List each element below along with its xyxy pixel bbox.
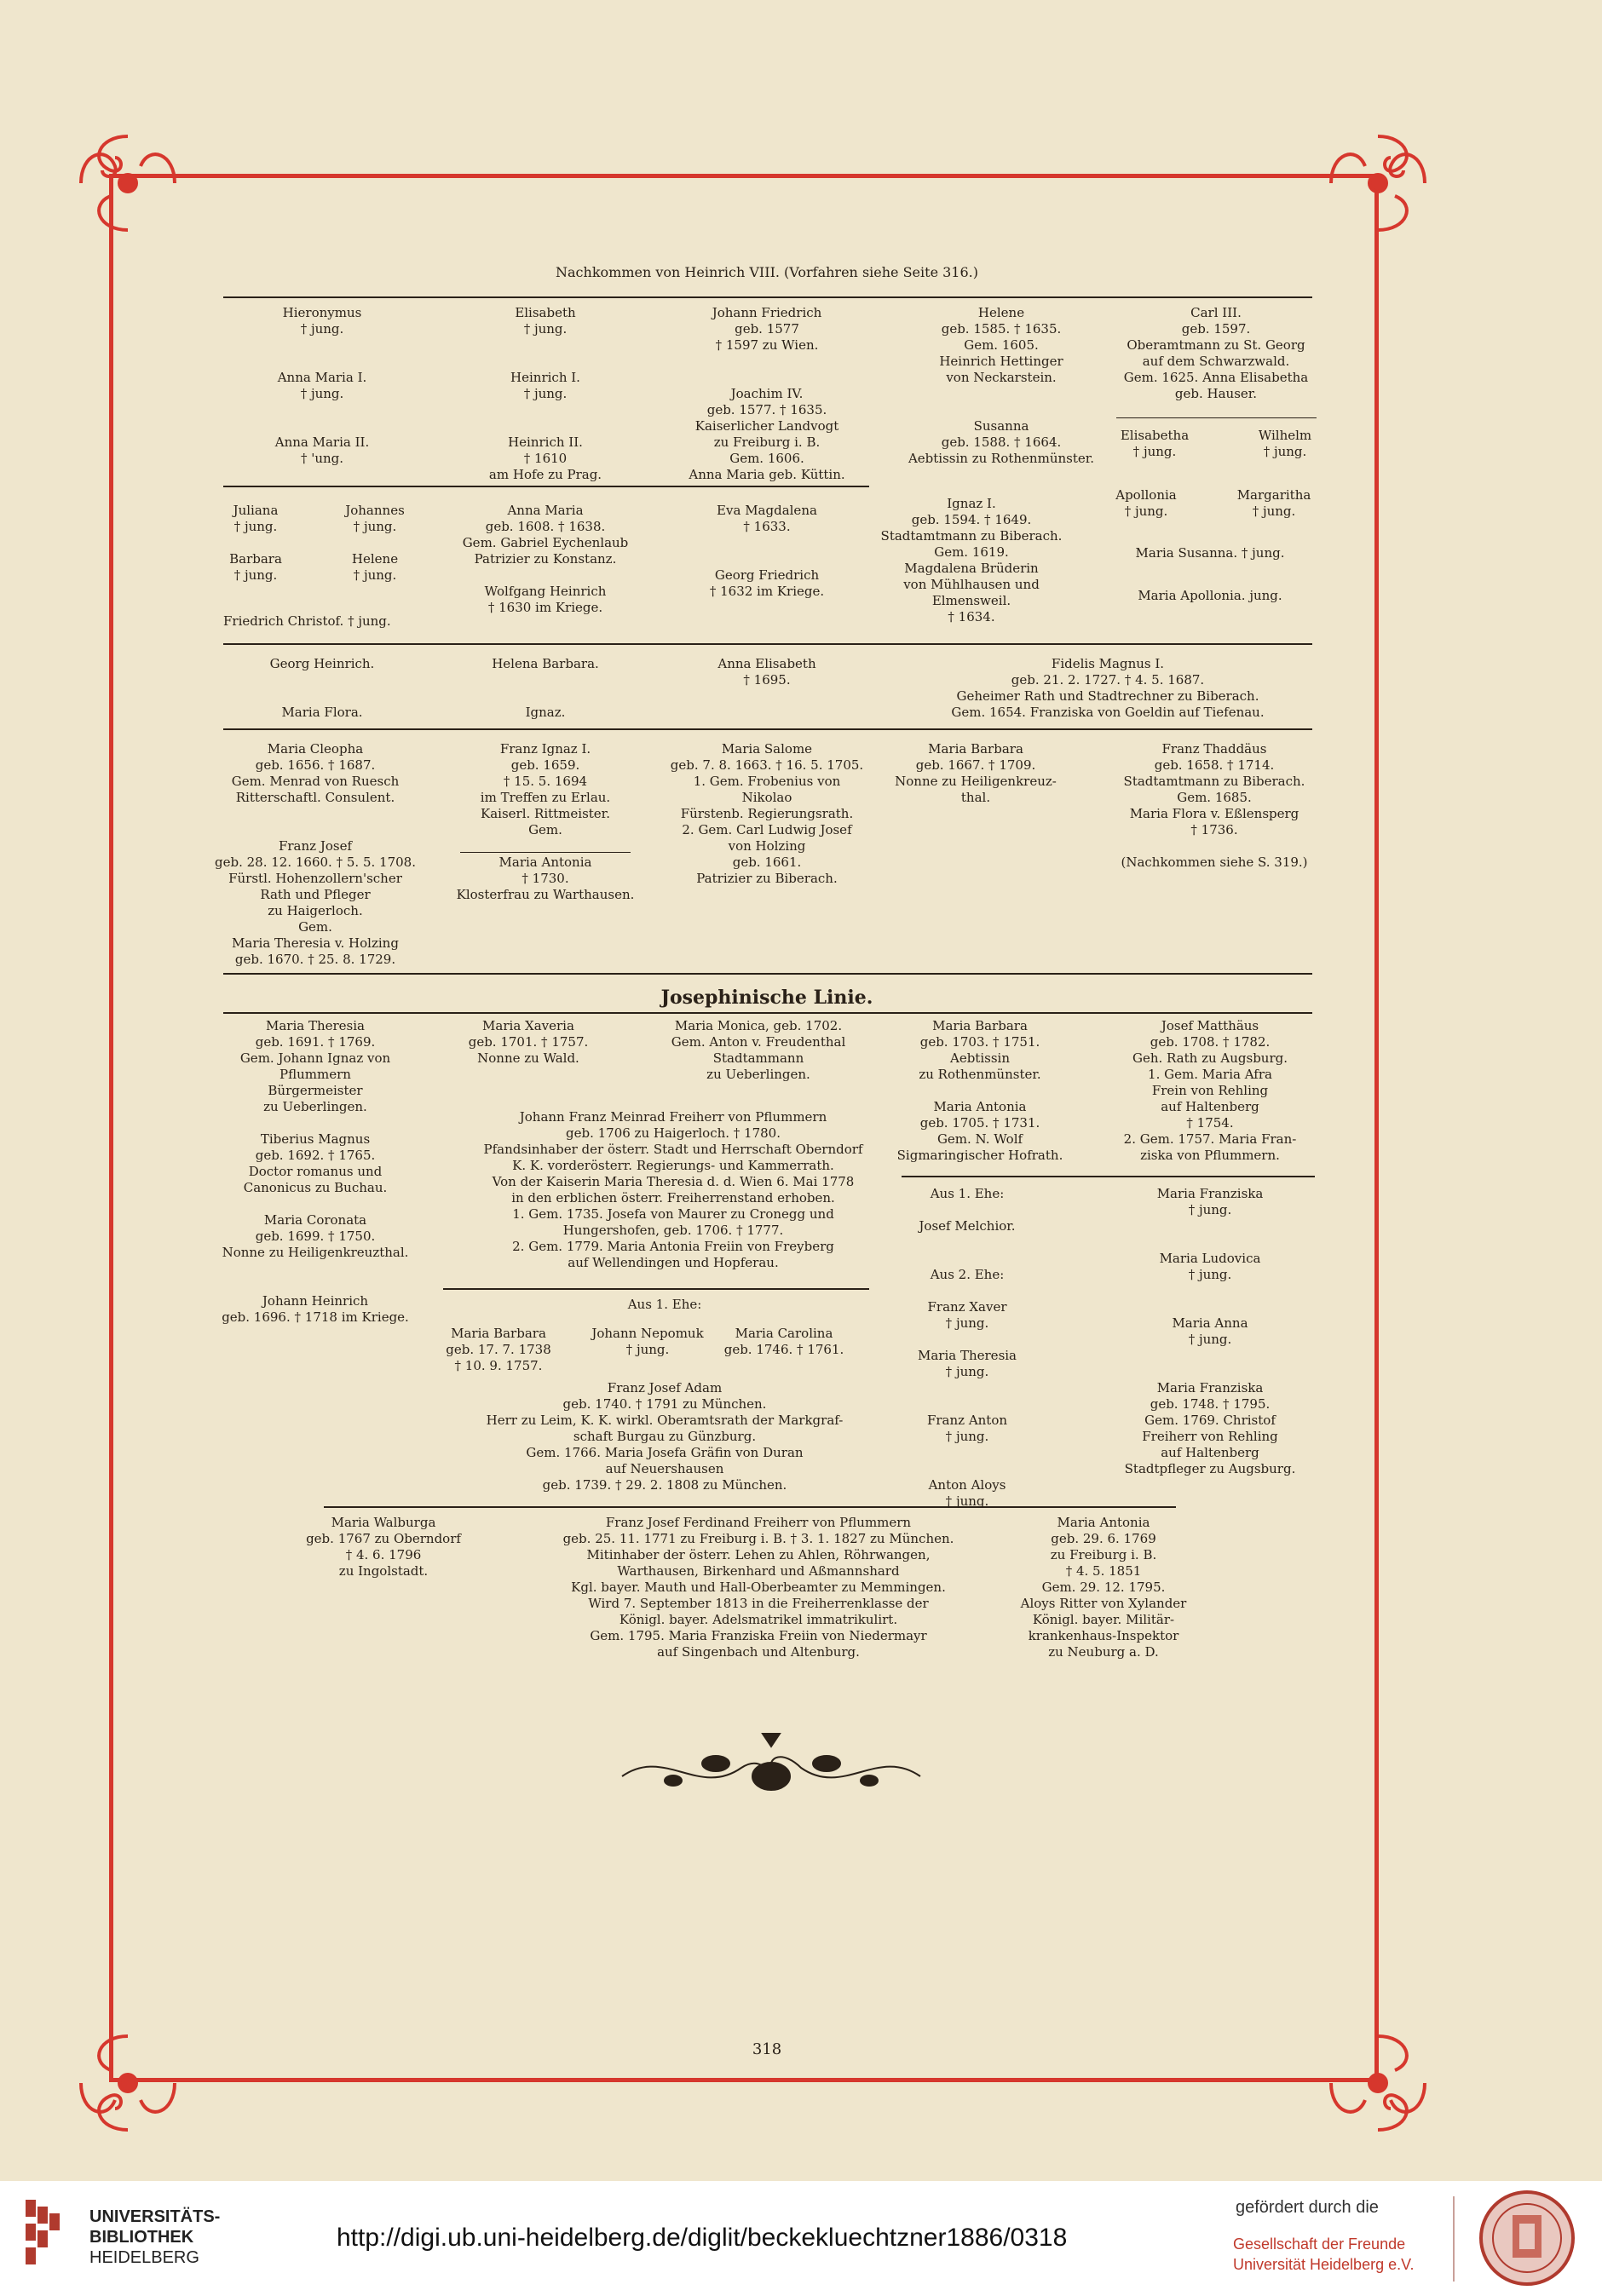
gen2-d: Ignaz I. geb. 1594. † 1649. Stadtamtmann zu Biberach. Gem. 1619. Magdalena Brüderin von Mühlhausen und Elmensweil. † 1634. bbox=[880, 496, 1063, 624]
gen5-b: Maria Xaveria geb. 1701. † 1757. Nonne zu Wald. bbox=[468, 1018, 589, 1066]
gen2-c: Eva Magdalena † 1633. Georg Friedrich † 1632 im Kriege. bbox=[709, 503, 825, 599]
gen2-a3: Friedrich Christof. † jung. bbox=[223, 613, 391, 629]
gen2-e4: Maria Apollonia. jung. bbox=[1138, 588, 1282, 603]
gen1-col3: Johann Friedrich geb. 1577 † 1597 zu Wien. Joachim IV. geb. 1577. † 1635. Kaiserlicher Landvogt zu Freiburg i. B. Gem. 1606. Anna Maria geb. Küttin. bbox=[689, 305, 845, 482]
gen6-r1: Aus 1. Ehe: Josef Melchior. Aus 2. Ehe: Franz Xaver † jung. Maria Theresia † jung. Franz Anton † jung. Anton Aloys † jung. bbox=[917, 1186, 1017, 1509]
rule-gen5 bbox=[223, 1012, 1312, 1014]
sponsor-line1: Gesellschaft der Freunde bbox=[1233, 2236, 1406, 2253]
gen2-a2: Johannes † jung. Helene † jung. bbox=[345, 503, 405, 583]
gen2-e1: Apollonia † jung. bbox=[1115, 487, 1177, 519]
floral-vignette-ornament bbox=[614, 1729, 929, 1815]
rule-carl bbox=[1116, 417, 1317, 418]
gen5-a: Maria Theresia geb. 1691. † 1769. Gem. Johann Ignaz von Pflummern Bürgermeister zu Ueberlingen. Tiberius Magnus geb. 1692. † 1765. Doctor romanus und Canonicus zu Buchau. Maria Coronata geb. 1699. † 1750. Nonne zu Heiligenkreuzthal. Johann Heinrich geb. 1696. † 1718 im Kriege. bbox=[222, 1018, 409, 1325]
gen6-c: Maria Carolina geb. 1746. † 1761. bbox=[723, 1326, 844, 1357]
sponsor-line2: Universität Heidelberg e.V. bbox=[1233, 2256, 1415, 2273]
gen7-c: Maria Antonia geb. 29. 6. 1769 zu Freiburg i. B. † 4. 5. 1851 Gem. 29. 12. 1795. Aloys Ritter von Xylander Königl. bayer. Militär- krankenhaus-Inspektor zu Neuburg a. D. bbox=[1020, 1515, 1187, 1660]
gen5-c: Maria Monica, geb. 1702. Gem. Anton v. Freudenthal Stadtammann zu Ueberlingen. bbox=[671, 1018, 846, 1082]
gen1-col5-elisabetha: Elisabetha † jung. bbox=[1120, 428, 1190, 459]
gen2-b: Anna Maria geb. 1608. † 1638. Gem. Gabriel Eychenlaub Patrizier zu Konstanz. Wolfgang Heinrich † 1630 im Kriege. bbox=[462, 503, 629, 615]
gen3-b: Helena Barbara. Ignaz. bbox=[492, 656, 599, 720]
rule-section bbox=[223, 973, 1312, 975]
gen4-e: Franz Thaddäus geb. 1658. † 1714. Stadtamtmann zu Biberach. Gem. 1685. Maria Flora v. Eßlensperg † 1736. (Nachkommen siehe S. 319.) bbox=[1121, 741, 1308, 870]
corner-ornament-top-right bbox=[1323, 128, 1433, 239]
library-logo-icon bbox=[26, 2200, 72, 2268]
page-title: Nachkommen von Heinrich VIII. (Vorfahren siehe Seite 316.) bbox=[556, 264, 978, 280]
gen2-a1: Juliana † jung. Barbara † jung. bbox=[229, 503, 282, 583]
footer-bar bbox=[0, 2181, 1602, 2296]
library-line2: BIBLIOTHEK bbox=[89, 2228, 194, 2247]
gen6-a: Maria Barbara geb. 17. 7. 1738 † 10. 9. 1757. bbox=[446, 1326, 551, 1373]
rule-gen4 bbox=[223, 728, 1312, 730]
gen7-a: Maria Walburga geb. 1767 zu Oberndorf † 4. 6. 1796 zu Ingolstadt. bbox=[306, 1515, 461, 1579]
gen5-e: Josef Matthäus geb. 1708. † 1782. Geh. Rath zu Augsburg. 1. Gem. Maria Afra Frein von Rehling auf Haltenberg † 1754. 2. Gem. 1757. Maria Fran- ziska von Pflummern. bbox=[1123, 1018, 1297, 1163]
gen1-col5: Carl III. geb. 1597. Oberamtmann zu St. Georg auf dem Schwarzwald. Gem. 1625. Anna Elisabetha geb. Hauser. bbox=[1123, 305, 1309, 401]
footer-divider bbox=[1453, 2196, 1455, 2282]
page-number: 318 bbox=[752, 2040, 782, 2058]
rule-gen6-right bbox=[902, 1176, 1315, 1177]
gen6-aus1: Aus 1. Ehe: bbox=[627, 1297, 702, 1312]
sponsor-label: gefördert durch die bbox=[1236, 2198, 1379, 2217]
gen4-b: Franz Ignaz I. geb. 1659. † 15. 5. 1694 im Treffen zu Erlau. Kaiserl. Rittmeister. Gem. Maria Antonia † 1730. Klosterfrau zu Warthausen. bbox=[456, 741, 635, 902]
gen6-main: Franz Josef Adam geb. 1740. † 1791 zu München. Herr zu Leim, K. K. wirkl. Oberamtsrath der Markgraf- schaft Burgau zu Günzburg. Gem. 1766. Maria Josefa Gräfin von Duran auf Neuershausen geb. 1739. † 29. 2. 1808 zu München. bbox=[486, 1380, 844, 1493]
rule-gen1 bbox=[223, 296, 1312, 298]
rule-gen6 bbox=[443, 1288, 869, 1290]
university-seal-icon bbox=[1478, 2190, 1576, 2287]
gen3-d: Fidelis Magnus I. geb. 21. 2. 1727. † 4. 5. 1687. Geheimer Rath und Stadtrechner zu Biberach. Gem. 1654. Franziska von Goeldin auf Tiefenau. bbox=[951, 656, 1265, 720]
gen4-a: Maria Cleopha geb. 1656. † 1687. Gem. Menrad von Ruesch Ritterschaftl. Consulent. Franz Josef geb. 28. 12. 1660. † 5. 5. 1708. Fürstl. Hohenzollern'scher Rath und Pfleger zu Haigerloch. Gem. Maria Theresia v. Holzing geb. 1670. † 25. 8. 1729. bbox=[215, 741, 416, 967]
section-title: Josephinische Linie. bbox=[660, 987, 873, 1009]
gen2-e3: Maria Susanna. † jung. bbox=[1135, 545, 1285, 561]
digilit-url-link[interactable]: http://digi.ub.uni-heidelberg.de/diglit/beckekluechtzner1886/0318 bbox=[337, 2224, 1068, 2252]
library-line3: HEIDELBERG bbox=[89, 2248, 199, 2267]
rule-gen4-b bbox=[460, 852, 631, 853]
gen6-b: Johann Nepomuk † jung. bbox=[591, 1326, 704, 1357]
rule-gen7 bbox=[324, 1506, 1176, 1508]
sponsor-name bbox=[1233, 2234, 1414, 2275]
gen1-col5-wilhelm: Wilhelm † jung. bbox=[1258, 428, 1312, 459]
corner-ornament-bottom-left bbox=[72, 2028, 183, 2138]
gen2-e2: Margaritha † jung. bbox=[1236, 487, 1311, 519]
library-name bbox=[89, 2207, 220, 2268]
gen3-c: Anna Elisabeth † 1695. bbox=[717, 656, 816, 688]
gen5-main: Johann Franz Meinrad Freiherr von Pflummern geb. 1706 zu Haigerloch. † 1780. Pfandsinhaber der österr. Stadt und Herrschaft Oberndorf K. K. vorderösterr. Regierungs- und Kammerrath. Von der Kaiserin Maria Theresia d. d. Wien 6. Mai 1778 in den erblichen österr. Freiherrenstand erhoben. 1. Gem. 1735. Josefa von Maurer zu Cronegg und Hungershofen, geb. 1706. † 1777. 2. Gem. 1779. Maria Antonia Freiin von Freyberg auf Wellendingen und Hopferau. bbox=[483, 1109, 863, 1270]
gen3-a: Georg Heinrich. Maria Flora. bbox=[269, 656, 375, 720]
gen4-d: Maria Barbara geb. 1667. † 1709. Nonne zu Heiligenkreuz- thal. bbox=[895, 741, 1057, 805]
library-line1: UNIVERSITÄTS- bbox=[89, 2207, 221, 2226]
gen1-col1: Hieronymus † jung. Anna Maria I. † jung. Anna Maria II. † 'ung. bbox=[274, 305, 370, 466]
gen5-d: Maria Barbara geb. 1703. † 1751. Aebtissin zu Rothenmünster. Maria Antonia geb. 1705. † 1731. Gem. N. Wolf Sigmaringischer Hofrath. bbox=[896, 1018, 1063, 1163]
corner-ornament-top-left bbox=[72, 128, 183, 239]
rule-gen3 bbox=[223, 643, 1312, 645]
gen7-b: Franz Josef Ferdinand Freiherr von Pflummern geb. 25. 11. 1771 zu Freiburg i. B. † 3. 1. 1827 zu München. Mitinhaber der österr. Lehen zu Ahlen, Röhrwangen, Warthausen, Birkenhard und Aßmannshard Kgl. bayer. Mauth und Hall-Oberbeamter zu Memmingen. Wird 7. September 1813 in die Freiherrenklasse der Königl. bayer. Adelsmatrikel immatrikulirt. Gem. 1795. Maria Franziska Freiin von Niedermayr auf Singenbach und Altenburg. bbox=[562, 1515, 954, 1660]
gen4-c: Maria Salome geb. 7. 8. 1663. † 16. 5. 1705. 1. Gem. Frobenius von Nikolao Fürstenb. Regierungsrath. 2. Gem. Carl Ludwig Josef von Holzing geb. 1661. Patrizier zu Biberach. bbox=[670, 741, 864, 886]
gen1-col2: Elisabeth † jung. Heinrich I. † jung. Heinrich II. † 1610 am Hofe zu Prag. bbox=[488, 305, 602, 482]
rule-gen2-left bbox=[223, 486, 869, 487]
corner-ornament-bottom-right bbox=[1323, 2028, 1433, 2138]
gen1-col4: Helene geb. 1585. † 1635. Gem. 1605. Heinrich Hettinger von Neckarstein. Susanna geb. 1588. † 1664. Aebtissin zu Rothenmünster. bbox=[908, 305, 1095, 466]
gen6-r2: Maria Franziska † jung. Maria Ludovica † jung. Maria Anna † jung. Maria Franziska geb. 1748. † 1795. Gem. 1769. Christof Freiherr von Rehling auf Haltenberg Stadtpfleger zu Augsburg. bbox=[1124, 1186, 1296, 1476]
